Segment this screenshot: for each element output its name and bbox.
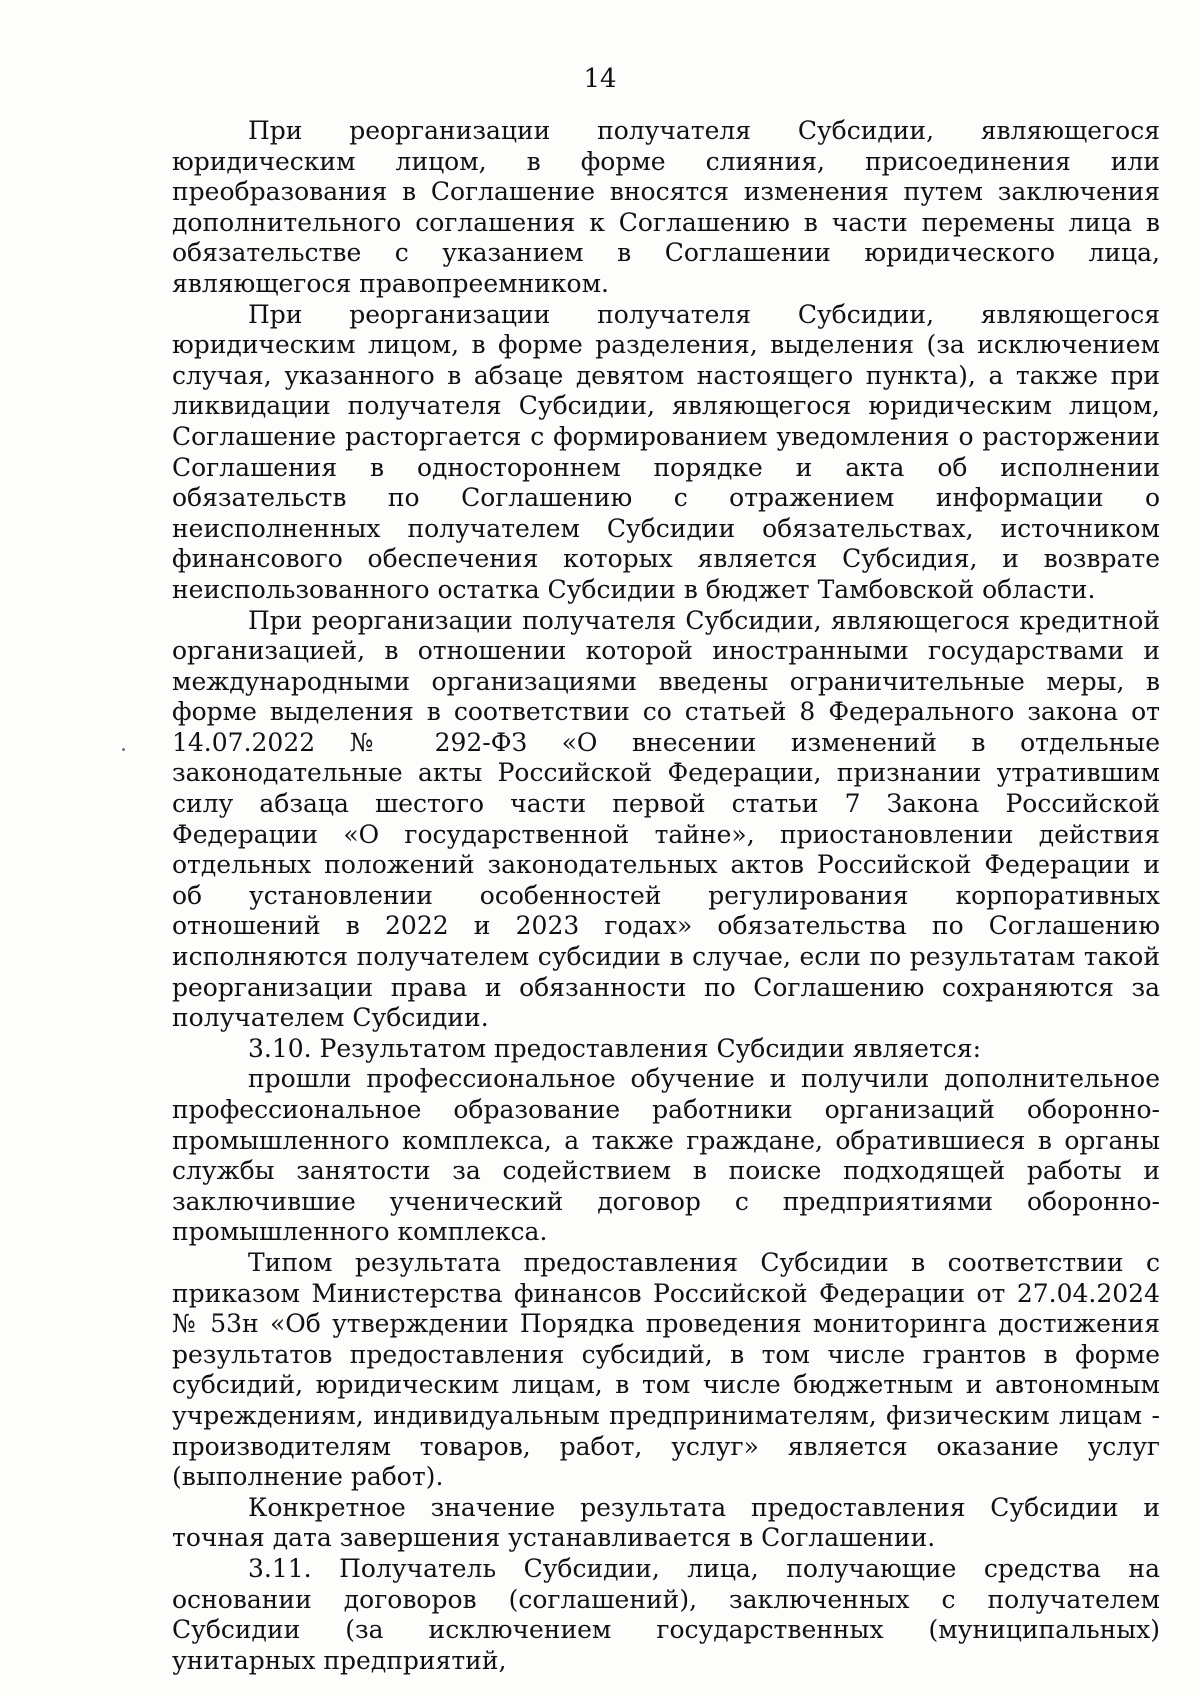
paragraph-reorganization-credit-organization: При реорганизации получателя Субсидии, являющегося кредитной организацией, в отношении которой иностранными государствами и международными организациями введены ограничительные меры, в форме выделения в соответствии со статьей 8 Федерального закона от 14.07.2022 № 292-ФЗ «О внесении изменений в отдельные законодательные акты Российской Федерации, признании утратившим силу абзаца шестого части первой статьи 7 Закона Российской Федерации «О государственной тайне», приостановлении действия отдельных положений законодательных актов Российской Федерации и об установлении особенностей регулирования корпоративных отношений в 2022 и 2023 годах» обязательства по Соглашению исполняются получателем субсидии в случае, если по результатам такой реорганизации права и обязанности по Соглашению сохраняются за получателем Субсидии. bbox=[172, 605, 1160, 1033]
document-body bbox=[172, 116, 1160, 1676]
page-number: 14 bbox=[583, 64, 617, 94]
paragraph-section-3-11: 3.11. Получатель Субсидии, лица, получающие средства на основании договоров (соглашений), заключенных с получателем Субсидии (за исключением государственных (муниципальных) унитарных предприятий, bbox=[172, 1553, 1160, 1675]
paragraph-result-description: прошли профессиональное обучение и получили дополнительное профессиональное образование работники организаций оборонно-промышленного комплекса, а также граждане, обратившиеся в органы службы занятости за содействием в поиске подходящей работы и заключившие ученический договор с предприятиями оборонно-промышленного комплекса. bbox=[172, 1064, 1160, 1247]
scan-speck bbox=[122, 748, 125, 751]
paragraph-section-3-10-heading: 3.10. Результатом предоставления Субсидии является: bbox=[248, 1033, 981, 1063]
paragraph-reorganization-merger: При реорганизации получателя Субсидии, являющегося юридическим лицом, в форме слияния, присоединения или преобразования в Соглашение вносятся изменения путем заключения дополнительного соглашения к Соглашению в части перемены лица в обязательстве с указанием в Соглашении юридического лица, являющегося правопреемником. bbox=[172, 116, 1160, 298]
paragraph-result-type: Типом результата предоставления Субсидии в соответствии с приказом Министерства финансов Российской Федерации от 27.04.2024 № 53н «Об утверждении Порядка проведения мониторинга достижения результатов предоставления субсидий, в том числе грантов в форме субсидий, юридическим лицам, в том числе бюджетным и автономным учреждениям, индивидуальным предпринимателям, физическим лицам - производителям товаров, работ, услуг» является оказание услуг (выполнение работ). bbox=[172, 1247, 1160, 1492]
paragraph-reorganization-division: При реорганизации получателя Субсидии, являющегося юридическим лицом, в форме разделения, выделения (за исключением случая, указанного в абзаце девятом настоящего пункта), а также при ликвидации получателя Субсидии, являющегося юридическим лицом, Соглашение расторгается с формированием уведомления о расторжении Соглашения в одностороннем порядке и акта об исполнении обязательств по Соглашению с отражением информации о неисполненных получателем Субсидии обязательствах, источником финансового обеспечения которых является Субсидия, и возврате неиспользованного остатка Субсидии в бюджет Тамбовской области. bbox=[172, 299, 1160, 604]
paragraph-result-value: Конкретное значение результата предоставления Субсидии и точная дата завершения устанавливается в Соглашении. bbox=[172, 1492, 1160, 1553]
